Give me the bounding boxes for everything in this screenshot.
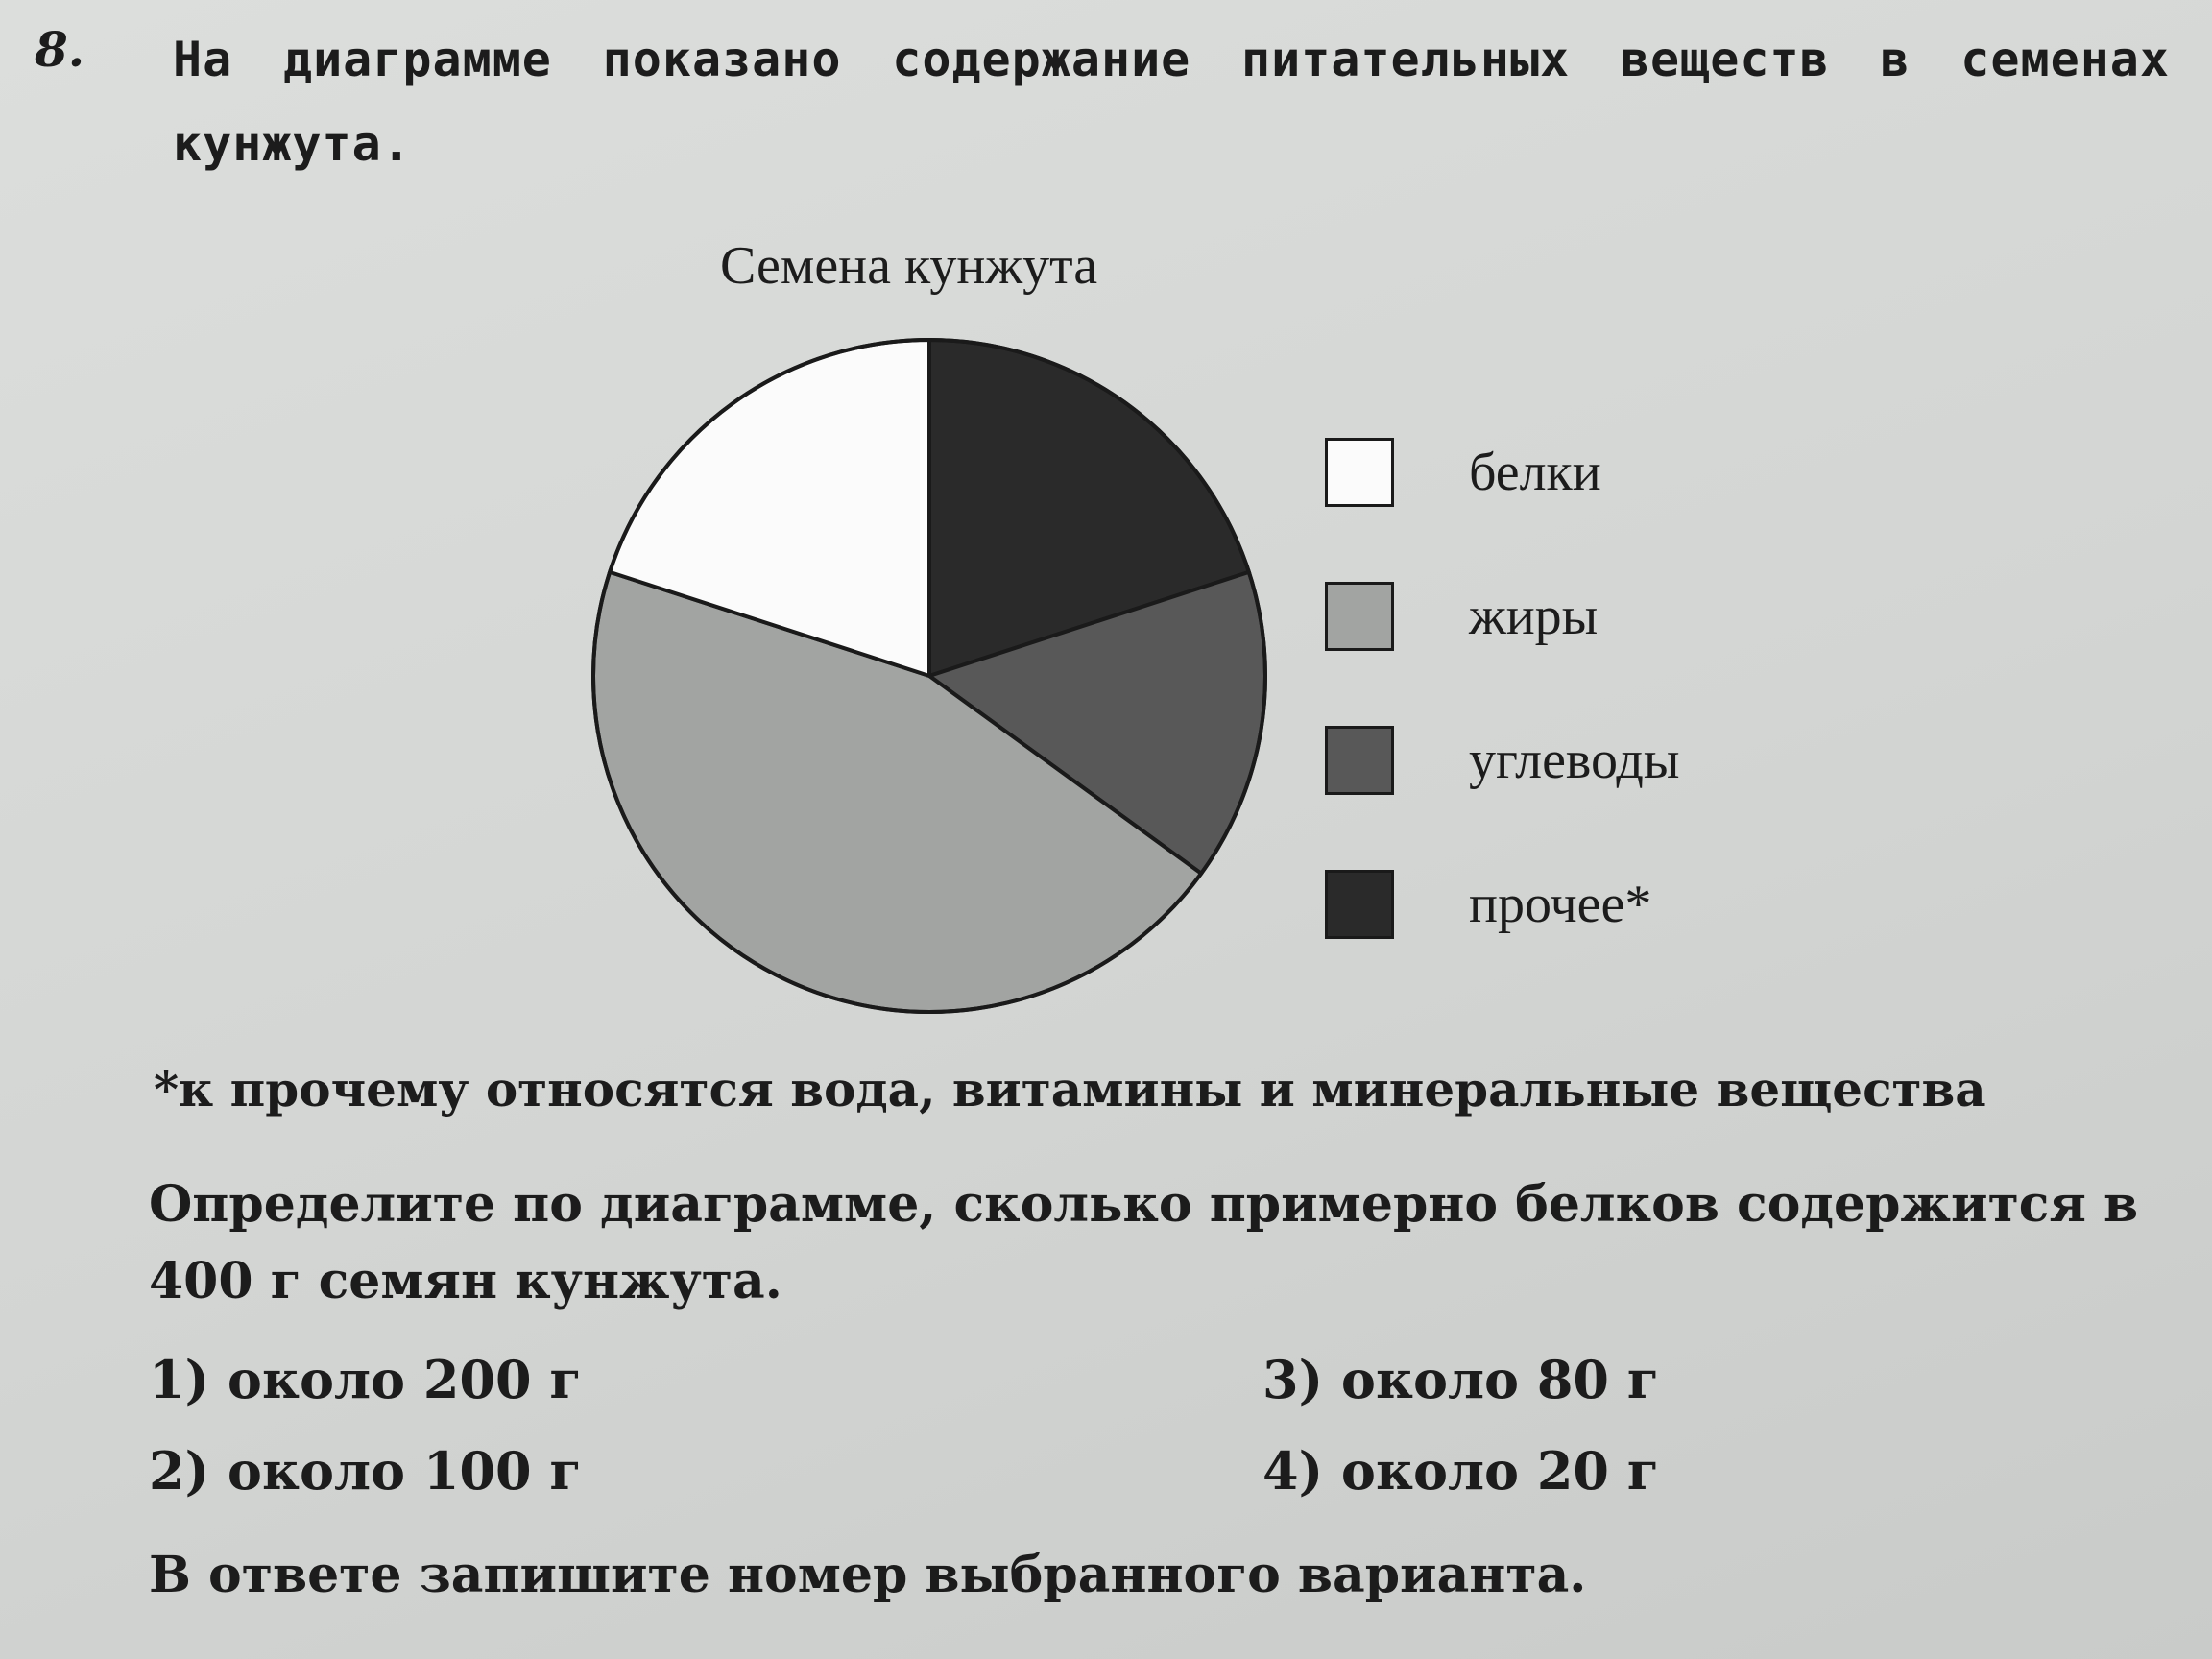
option-3: 3) около 80 г <box>1262 1349 1659 1410</box>
legend-label-2: жиры <box>1469 587 1599 646</box>
question-text: Определите по диаграмме, сколько примерно белков содержится в 400 г семян кунжута. <box>149 1175 2139 1310</box>
answer-instruction: В ответе запишите номер выбранного варианта. <box>149 1546 1587 1604</box>
option-2: 2) около 100 г <box>149 1440 582 1502</box>
footnote: *к прочему относятся вода, витамины и минеральные вещества <box>154 1061 1986 1118</box>
legend-swatch-1 <box>1325 438 1394 507</box>
legend-swatch-4 <box>1325 870 1394 939</box>
task-intro: На диаграмме показано содержание питательных веществ в семенах кунжута. <box>173 32 2170 172</box>
legend-label-4: прочее* <box>1469 875 1652 934</box>
option-4: 4) около 20 г <box>1262 1440 1659 1502</box>
legend-swatch-2 <box>1325 582 1394 651</box>
option-1: 1) около 200 г <box>149 1349 582 1410</box>
legend-swatch-3 <box>1325 726 1394 795</box>
task-number: 8. <box>35 21 85 78</box>
legend-label-3: углеводы <box>1469 731 1680 790</box>
legend-label-1: белки <box>1469 443 1601 502</box>
chart-title: Семена кунжута <box>720 236 1098 296</box>
